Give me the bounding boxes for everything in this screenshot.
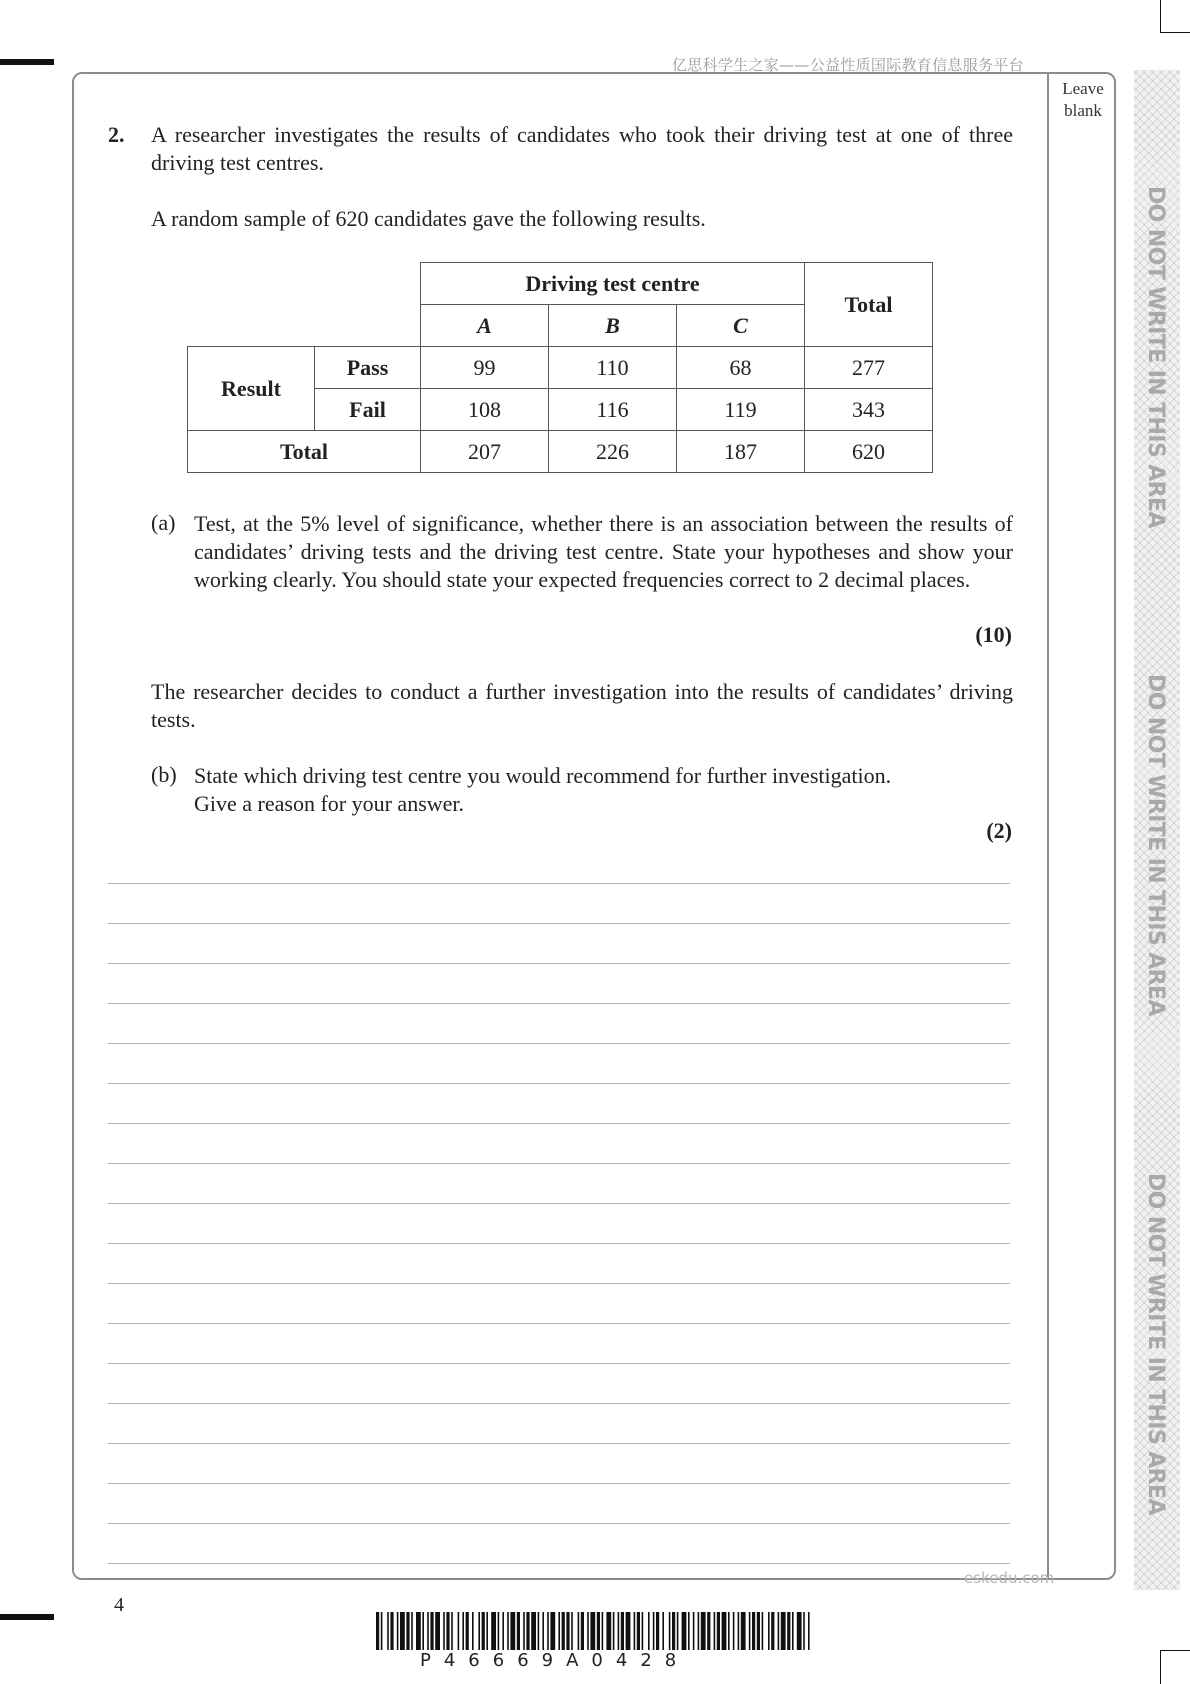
cell-total-b: 226: [549, 431, 677, 473]
question-intro: A researcher investigates the results of candidates who took their driving test at one of three driving test centres.: [151, 122, 1013, 175]
do-not-write-text-2: DO NOT WRITE IN THIS AREA: [1143, 674, 1168, 1016]
column-header-b: B: [549, 305, 677, 347]
part-b-marks: (2): [986, 818, 1012, 843]
total-column-header: Total: [805, 263, 933, 347]
cell-fail-total: 343: [805, 389, 933, 431]
answer-line[interactable]: [108, 1563, 1010, 1564]
column-header-c: C: [677, 305, 805, 347]
answer-line[interactable]: [108, 1003, 1010, 1004]
crop-mark-top-right-h: [1160, 32, 1190, 33]
footer-watermark: eskedu.com: [964, 1569, 1055, 1587]
part-a-text: Test, at the 5% level of significance, whether there is an association between the results of candidates’ driving tests and the driving test centre. State your hypotheses and show your working clearly. You should state your expected frequencies correct to 2 decimal places.: [194, 511, 1013, 592]
answer-line[interactable]: [108, 1203, 1010, 1204]
part-b-line-2: Give a reason for your answer.: [194, 791, 465, 816]
barcode-icon: [376, 1612, 810, 1654]
answer-line[interactable]: [108, 1283, 1010, 1284]
row-label-fail: Fail: [315, 389, 421, 431]
answer-line[interactable]: [108, 923, 1010, 924]
crop-mark-bottom-right-h: [1160, 1650, 1190, 1651]
question-number: 2.: [108, 122, 125, 147]
part-b-line-1: State which driving test centre you would recommend for further investigation.: [194, 763, 892, 788]
crop-mark-bottom-left: [0, 1614, 54, 1620]
answer-line[interactable]: [108, 1083, 1010, 1084]
result-row-group: Result: [188, 347, 315, 431]
crop-mark-bottom-right: [1160, 1650, 1161, 1684]
results-table: [187, 262, 933, 473]
answer-line[interactable]: [108, 1403, 1010, 1404]
cell-pass-total: 277: [805, 347, 933, 389]
header-watermark: 亿思科学生之家——公益性质国际教育信息服务平台: [672, 56, 1024, 74]
cell-pass-c: 68: [677, 347, 805, 389]
part-a-label: (a): [151, 510, 176, 535]
answer-line[interactable]: [108, 1483, 1010, 1484]
part-b-label: (b): [151, 762, 177, 787]
row-label-pass: Pass: [315, 347, 421, 389]
answer-line[interactable]: [108, 963, 1010, 964]
answer-line[interactable]: [108, 1323, 1010, 1324]
further-investigation-text: The researcher decides to conduct a further investigation into the results of candidates’ driving tests.: [151, 679, 1013, 732]
leave-blank-label: Leave blank: [1062, 79, 1104, 120]
crop-mark-top-left: [0, 59, 54, 65]
part-a-marks: (10): [975, 622, 1012, 647]
do-not-write-text-1: DO NOT WRITE IN THIS AREA: [1143, 186, 1168, 528]
page-number: 4: [114, 1594, 124, 1616]
column-header-a: A: [421, 305, 549, 347]
sample-statement: A random sample of 620 candidates gave the following results.: [151, 206, 706, 231]
cell-total-c: 187: [677, 431, 805, 473]
crop-mark-top-right: [1160, 0, 1161, 32]
cell-pass-a: 99: [421, 347, 549, 389]
cell-fail-c: 119: [677, 389, 805, 431]
answer-line[interactable]: [108, 1123, 1010, 1124]
answer-line[interactable]: [108, 1523, 1010, 1524]
cell-fail-a: 108: [421, 389, 549, 431]
answer-line[interactable]: [108, 1043, 1010, 1044]
cell-grand-total: 620: [805, 431, 933, 473]
cell-total-a: 207: [421, 431, 549, 473]
leave-blank-divider: [1047, 72, 1049, 1580]
answer-line[interactable]: [108, 1243, 1010, 1244]
driving-test-centre-header: Driving test centre: [421, 263, 805, 305]
row-label-total: Total: [188, 431, 421, 473]
cell-fail-b: 116: [549, 389, 677, 431]
do-not-write-text-3: DO NOT WRITE IN THIS AREA: [1143, 1173, 1168, 1515]
answer-line[interactable]: [108, 883, 1010, 884]
answer-line[interactable]: [108, 1163, 1010, 1164]
answer-line[interactable]: [108, 1363, 1010, 1364]
answer-line[interactable]: [108, 1443, 1010, 1444]
barcode-number: P46669A0428: [420, 1650, 690, 1671]
cell-pass-b: 110: [549, 347, 677, 389]
